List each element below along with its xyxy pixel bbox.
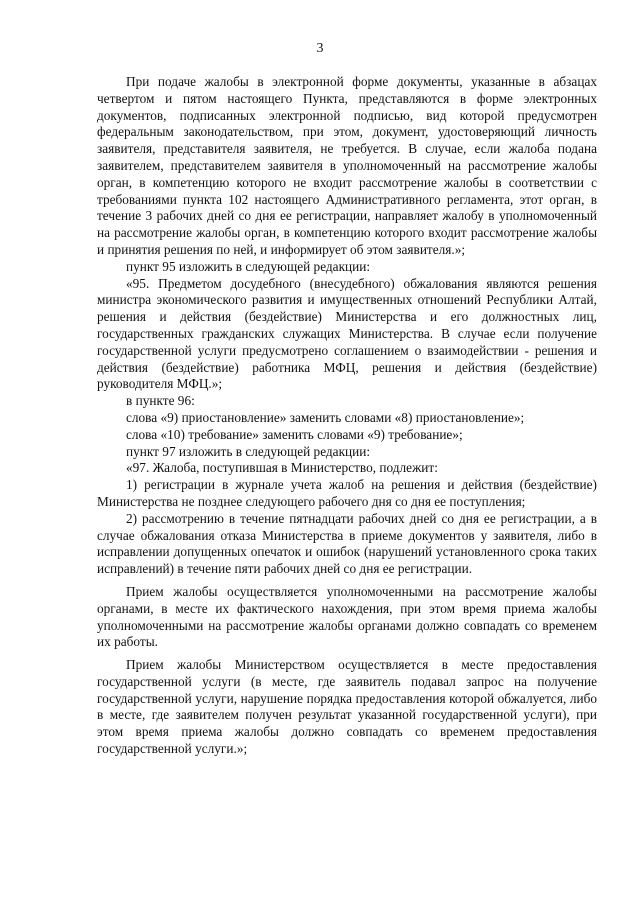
paragraph-replace-10: слова «10) требование» заменить словами «9) требование»; [126,426,463,442]
paragraph-clause-97: «97. Жалоба, поступившая в Министерство, подлежит: [126,460,438,476]
paragraph-ministry-reception: Прием жалобы Министерством осуществляется в месте предоставления государственной услуги (в месте, где заявитель подавал запрос на получение государственной услуги, нарушение порядка предоставления которой обжалуется, либо в месте, где заявителем получен результат указанной государственной услуги), при этом время приема жалобы должно совпадать со временем предоставления государственной услуги.»; [97,657,597,757]
page-number: 3 [316,41,324,56]
paragraph-item-2: 2) рассмотрению в течение пятнадцати рабочих дней со дня ее регистрации, а в случае обжалования отказа Министерства в приеме документов у заявителя, либо в исправлении допущенных опечаток и ошибок (нарушений установленного срока таких исправлений) в течение пяти рабочих дней со дня ее регистрации. [97,510,597,577]
paragraph-amend-96-intro: в пункте 96: [126,393,195,409]
document-body [97,74,597,758]
paragraph-electronic-complaint: При подаче жалобы в электронной форме документы, указанные в абзацах четвертом и пятом настоящего Пункта, представляются в форме электронных документов, подписанных электронной подписью, вид которой предусмотрен федеральным законодательством, при этом, документ, удостоверяющий личность заявителя, представителя заявителя, не требуется. В случае, если жалоба подана заявителем, представителем заявителя в уполномоченный на рассмотрение жалобы орган, в компетенцию которого не входит рассмотрение жалобы в соответствии с требованиями пункта 102 настоящего Административного регламента, этот орган, в течение 3 рабочих дней со дня ее регистрации, направляет жалобу в уполномоченный на рассмотрение жалобы орган, в компетенцию которого входит рассмотрение жалобы и принятия решения по ней, и информирует об этом заявителя.»; [97,74,597,257]
paragraph-item-1: 1) регистрации в журнале учета жалоб на решения и действия (бездействие) Министерства не позднее следующего рабочего дня со дня ее поступления; [97,477,597,509]
paragraph-amend-95-intro: пункт 95 изложить в следующей редакции: [126,258,371,274]
paragraph-amend-97-intro: пункт 97 изложить в следующей редакции: [126,443,371,459]
paragraph-clause-95: «95. Предметом досудебного (внесудебного) обжалования являются решения министра экономического развития и имущественных отношений Республики Алтай, решения и действия (бездействие) Министерства и его должностных лиц, государственных гражданских служащих Министерства. В случае если получение государственной услуги предусмотрено соглашением о взаимодействии - решения и действия (бездействие) работника МФЦ, решения и действия (бездействие) руководителя МФЦ.»; [97,275,597,392]
paragraph-complaint-reception: Прием жалобы осуществляется уполномоченными на рассмотрение жалобы органами, в месте их фактического нахождения, при этом время приема жалобы уполномоченными на рассмотрение жалобы органами должно совпадать со временем их работы. [97,583,597,650]
paragraph-replace-9: слова «9) приостановление» заменить словами «8) приостановление»; [126,409,525,425]
